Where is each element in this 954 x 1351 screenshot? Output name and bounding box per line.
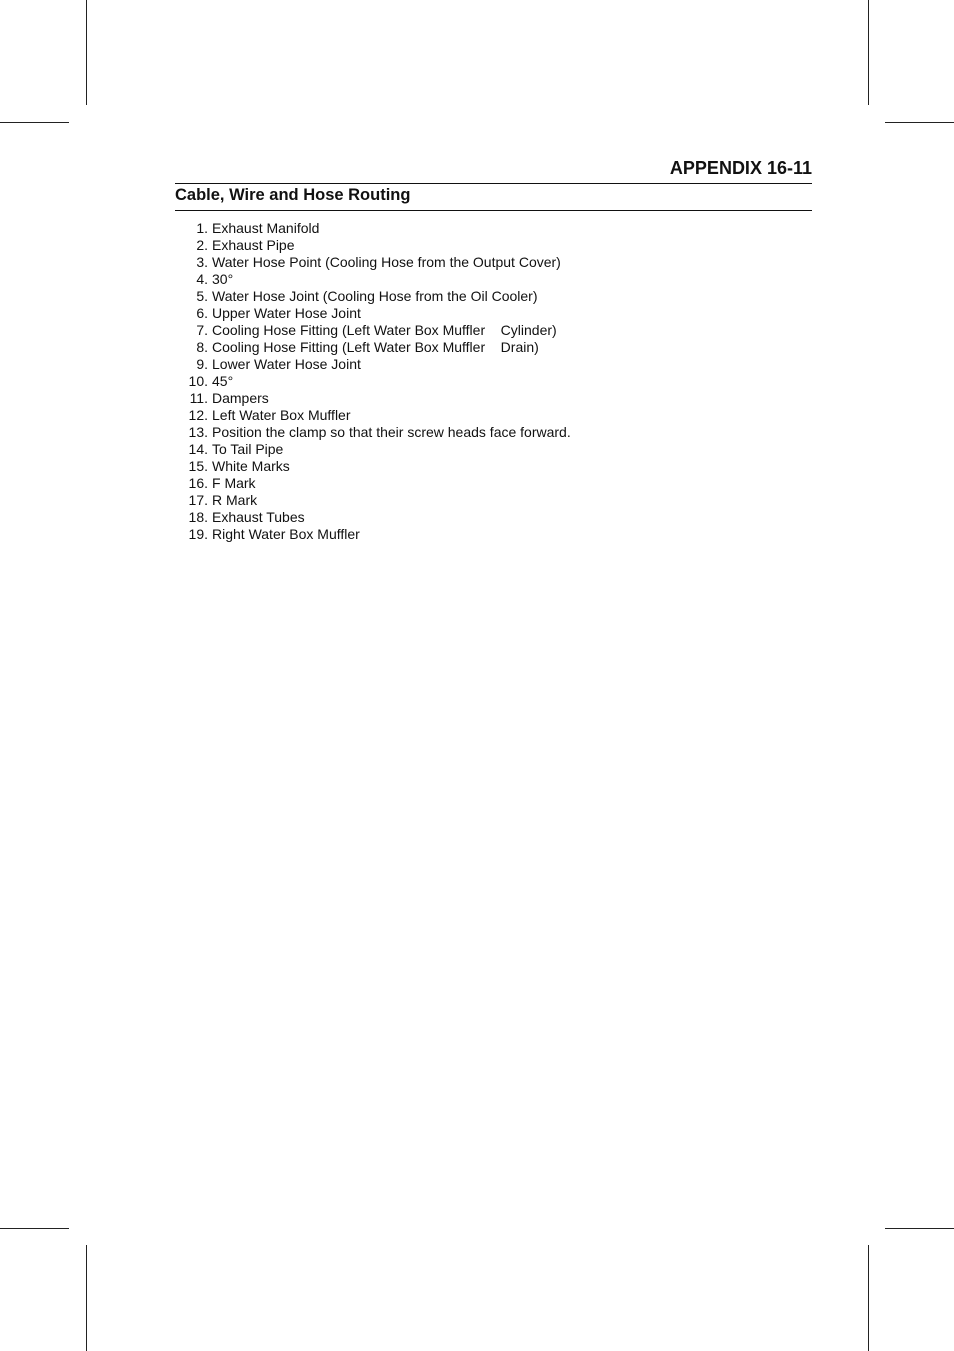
page-header — [175, 155, 812, 181]
legend-item-text: White Marks — [212, 458, 290, 474]
legend-item — [175, 424, 735, 441]
legend-item-text: F Mark — [212, 475, 256, 491]
crop-mark-top-left-vertical — [86, 0, 87, 105]
legend-item-number: 15. — [188, 458, 208, 474]
legend-item-text: 30° — [212, 271, 234, 287]
legend-item-text: Upper Water Hose Joint — [212, 305, 361, 321]
legend-item-text: Lower Water Hose Joint — [212, 356, 361, 372]
legend-item — [175, 509, 735, 526]
legend-item-number: 14. — [188, 441, 208, 457]
legend-item-number: 9. — [196, 356, 208, 372]
legend-item — [175, 407, 735, 424]
crop-mark-top-left-horizontal — [0, 122, 69, 123]
header-rule — [175, 183, 812, 184]
legend-item-text: Cooling Hose Fitting (Left Water Box Muffler Drain) — [212, 339, 539, 355]
legend-item — [175, 526, 735, 543]
legend-item-text: Right Water Box Muffler — [212, 526, 360, 542]
legend-item-number: 1. — [196, 220, 208, 236]
section-rule — [175, 210, 812, 211]
legend-item-number: 18. — [188, 509, 208, 525]
legend-item-text: Exhaust Manifold — [212, 220, 320, 236]
legend-item-text: Position the clamp so that their screw heads face forward. — [212, 424, 571, 440]
legend-item-number: 16. — [188, 475, 208, 491]
legend-item — [175, 271, 735, 288]
legend-item — [175, 458, 735, 475]
legend-item — [175, 356, 735, 373]
legend-item — [175, 475, 735, 492]
legend-item-number: 11. — [189, 390, 208, 406]
legend-item-text: Exhaust Pipe — [212, 237, 295, 253]
legend-item-number: 13. — [188, 424, 208, 440]
legend-item — [175, 373, 735, 390]
section-title: Cable, Wire and Hose Routing — [175, 186, 411, 204]
legend-item-number: 17. — [188, 492, 208, 508]
crop-mark-bottom-right-vertical — [868, 1245, 869, 1351]
legend-item-text: Exhaust Tubes — [212, 509, 305, 525]
legend-item-text: Dampers — [212, 390, 269, 406]
legend-item-text: Water Hose Point (Cooling Hose from the Output Cover) — [212, 254, 561, 270]
legend-item-number: 2. — [196, 237, 208, 253]
legend-list — [175, 220, 735, 543]
legend-item-text: R Mark — [212, 492, 258, 508]
legend-item-number: 12. — [188, 407, 208, 423]
legend-item — [175, 390, 735, 407]
legend-item-number: 7. — [196, 322, 208, 338]
legend-item-number: 19. — [188, 526, 208, 542]
legend-item — [175, 288, 735, 305]
legend-item — [175, 220, 735, 237]
legend-item — [175, 237, 735, 254]
legend-item-number: 6. — [196, 305, 208, 321]
crop-mark-bottom-left-horizontal — [0, 1228, 69, 1229]
legend-item-text: Cooling Hose Fitting (Left Water Box Muffler Cylinder) — [212, 322, 557, 338]
legend-item-number: 10. — [188, 373, 208, 389]
legend-item-number: 3. — [196, 254, 208, 270]
legend-item-number: 5. — [196, 288, 208, 304]
legend-item-text: 45° — [212, 373, 234, 389]
legend-item — [175, 322, 735, 339]
legend-item — [175, 254, 735, 271]
legend-item-number: 8. — [196, 339, 208, 355]
legend-item-text: Left Water Box Muffler — [212, 407, 351, 423]
crop-mark-bottom-left-vertical — [86, 1245, 87, 1351]
legend-item — [175, 305, 735, 322]
crop-mark-bottom-right-horizontal — [885, 1228, 954, 1229]
legend-item-text: To Tail Pipe — [212, 441, 284, 457]
legend-item — [175, 492, 735, 509]
legend-item — [175, 339, 735, 356]
crop-mark-top-right-vertical — [868, 0, 869, 105]
legend-item-number: 4. — [196, 271, 208, 287]
legend-item-text: Water Hose Joint (Cooling Hose from the Oil Cooler) — [212, 288, 538, 304]
appendix-page-label: APPENDIX 16-11 — [669, 158, 812, 178]
legend-item — [175, 441, 735, 458]
crop-mark-top-right-horizontal — [885, 122, 954, 123]
